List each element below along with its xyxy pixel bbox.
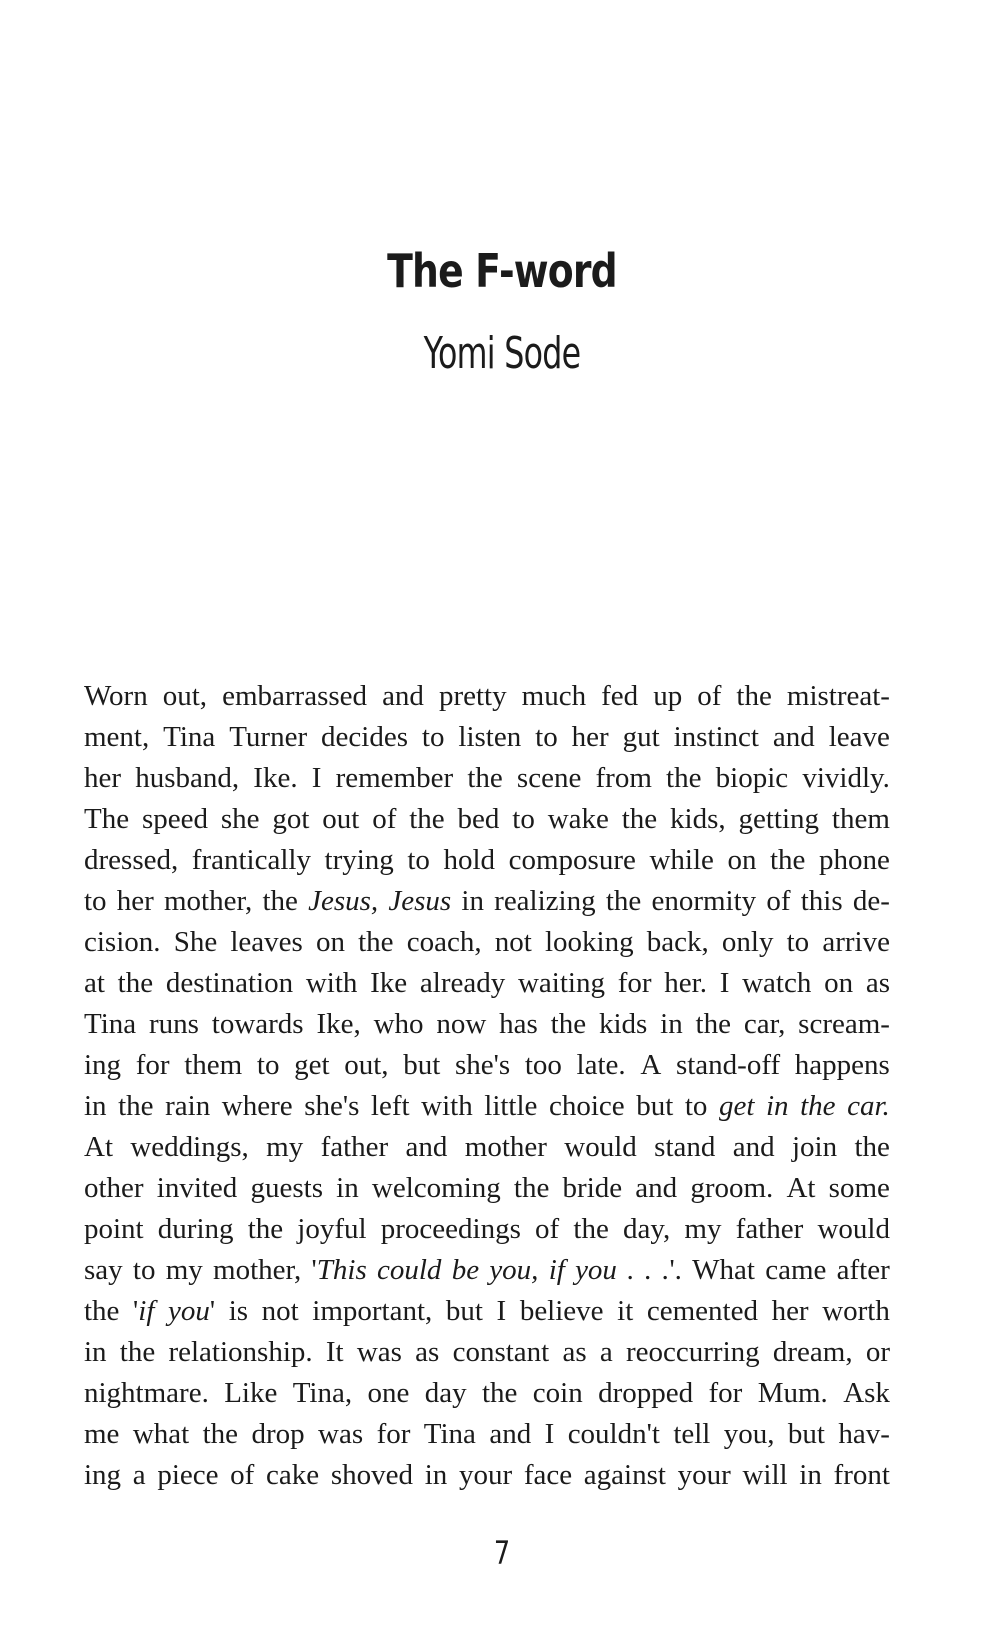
word: I [311, 762, 322, 794]
word: you' [167, 1295, 216, 1327]
word: wake [547, 803, 609, 835]
word: listen [458, 721, 522, 753]
word: a [132, 1459, 146, 1491]
word: leaves [230, 926, 303, 958]
word: the [84, 1295, 120, 1327]
word: embarrassed [222, 680, 368, 712]
word: to [84, 885, 107, 917]
word: father [320, 1131, 389, 1163]
word: the [409, 803, 445, 835]
word: Tina [84, 1008, 137, 1040]
word: and [635, 1172, 678, 1204]
word: choice [549, 1090, 625, 1122]
word: realizing [494, 885, 596, 917]
word: . [644, 1254, 652, 1286]
word: some [828, 1172, 890, 1204]
word: her [771, 1295, 809, 1327]
word: is [228, 1295, 249, 1327]
word: Turner [229, 721, 308, 753]
word: has [499, 1008, 538, 1040]
word: for [376, 1418, 411, 1450]
word: she's [304, 1090, 360, 1122]
word: 'if [133, 1295, 155, 1327]
word: of [697, 680, 722, 712]
word: of [372, 803, 397, 835]
word: face [523, 1459, 573, 1491]
word: drop [251, 1418, 305, 1450]
word: instinct [673, 721, 759, 753]
word: in [84, 1090, 107, 1122]
word: in [799, 1459, 822, 1491]
text-line [84, 1209, 890, 1250]
word: with [421, 1090, 473, 1122]
word: her [571, 721, 609, 753]
word: Jesus, [308, 885, 379, 917]
word: invited [156, 1172, 238, 1204]
word: the [695, 1008, 731, 1040]
text-line [84, 1045, 890, 1086]
word: What [692, 1254, 755, 1286]
word: the [605, 885, 642, 917]
word: dressed, [84, 844, 179, 876]
text-line [84, 963, 890, 1004]
word: coin [532, 1377, 583, 1409]
word: her [84, 762, 122, 794]
word: Ike, [316, 1008, 361, 1040]
word: out [322, 803, 360, 835]
word: front [833, 1459, 890, 1491]
chapter-title: The F-word [387, 244, 617, 298]
word: and [489, 1418, 532, 1450]
word: proceedings [380, 1213, 521, 1245]
word: too [524, 1049, 562, 1081]
word: on [824, 967, 854, 999]
word: would [564, 1131, 637, 1163]
word: nightmare. [84, 1377, 209, 1409]
word: weddings, [130, 1131, 249, 1163]
word: back, [646, 926, 709, 958]
word: was [318, 1418, 364, 1450]
word: out, [162, 680, 208, 712]
word: the [118, 1090, 154, 1122]
word: the [800, 1090, 836, 1122]
word: groom. [690, 1172, 774, 1204]
word: get [294, 1049, 330, 1081]
word: day, [623, 1213, 671, 1245]
word: She [173, 926, 218, 958]
word: watch [742, 967, 812, 999]
word: leave [828, 721, 890, 753]
word: this [800, 885, 843, 917]
word: kids [598, 1008, 648, 1040]
word: or [865, 1336, 890, 1368]
word: day [424, 1377, 467, 1409]
text-line [84, 1127, 890, 1168]
word: for [135, 1049, 170, 1081]
word: dream, [772, 1336, 853, 1368]
word: to [407, 844, 430, 876]
word: rain [165, 1090, 211, 1122]
word: for [617, 967, 652, 999]
word: up [653, 680, 683, 712]
word: decides [321, 721, 408, 753]
word: to [256, 1049, 280, 1081]
word: the [247, 1213, 284, 1245]
word: my [165, 1254, 203, 1286]
word: pretty [438, 680, 507, 712]
word: Ike [370, 967, 408, 999]
word: and [382, 680, 424, 712]
word: relationship. [168, 1336, 313, 1368]
word: the [770, 844, 806, 876]
word: got [272, 803, 310, 835]
word: the [513, 1172, 550, 1204]
word: reoccurring [625, 1336, 760, 1368]
word: worth [822, 1295, 890, 1327]
word: tell [673, 1418, 711, 1450]
word: the [119, 1336, 156, 1368]
word: stand-off [675, 1049, 781, 1081]
text-line [84, 1455, 890, 1496]
word: where [221, 1090, 293, 1122]
word: of [230, 1459, 255, 1491]
word: to [512, 803, 535, 835]
word: ing [84, 1049, 122, 1081]
word: car, [743, 1008, 786, 1040]
word: she [220, 803, 260, 835]
word: bride [562, 1172, 623, 1204]
text-line [84, 799, 890, 840]
word: The [84, 803, 130, 835]
word: phone [819, 844, 890, 876]
word: after [836, 1254, 890, 1286]
word: de- [852, 885, 890, 917]
word: her. [664, 967, 707, 999]
word: the [550, 1008, 587, 1040]
text-line [84, 676, 890, 717]
word: joyful [297, 1213, 367, 1245]
body-text [84, 676, 890, 1496]
word: mistreat- [786, 680, 890, 712]
word: but [636, 1090, 674, 1122]
text-line [84, 1414, 890, 1455]
word: will [742, 1459, 788, 1491]
word: mother, [213, 1254, 302, 1286]
word: join [791, 1131, 838, 1163]
word: be [451, 1254, 480, 1286]
word: cemented [646, 1295, 758, 1327]
text-line [84, 922, 890, 963]
word: other [84, 1172, 144, 1204]
word: but [445, 1295, 483, 1327]
word: in [336, 1172, 359, 1204]
text-line [84, 1373, 890, 1414]
word: the [117, 967, 154, 999]
word: the [621, 803, 658, 835]
word: destination [165, 967, 294, 999]
word: speed [141, 803, 208, 835]
word: as [865, 967, 890, 999]
word: guests [250, 1172, 323, 1204]
word: couldn't [567, 1418, 660, 1450]
word: out, [344, 1049, 389, 1081]
word: . [627, 1254, 635, 1286]
word: father [735, 1213, 804, 1245]
word: me [84, 1418, 120, 1450]
word: to [132, 1254, 156, 1286]
word: Tina [163, 721, 216, 753]
word: Tina, [292, 1377, 353, 1409]
word: hav- [838, 1418, 890, 1450]
word: looking [544, 926, 634, 958]
word: them [831, 803, 890, 835]
word: my [684, 1213, 722, 1245]
word: the [202, 1418, 239, 1450]
word: of [766, 885, 791, 917]
word: from [595, 762, 652, 794]
word: ment, [84, 721, 150, 753]
word: the [262, 885, 298, 917]
word: to [786, 926, 810, 958]
text-line [84, 881, 890, 922]
word: trying [324, 844, 394, 876]
text-line [84, 1168, 890, 1209]
word: at [84, 967, 105, 999]
word: what [132, 1418, 190, 1450]
word: Ike. [253, 762, 298, 794]
word: and [405, 1131, 448, 1163]
word: in [84, 1336, 107, 1368]
word: as [562, 1336, 587, 1368]
word: to [535, 721, 558, 753]
word: car. [847, 1090, 890, 1122]
word: you, [489, 1254, 539, 1286]
word: not [261, 1295, 299, 1327]
word: waiting [517, 967, 605, 999]
word: with [305, 967, 358, 999]
text-line [84, 840, 890, 881]
word: you, [723, 1418, 775, 1450]
word: Worn [84, 680, 148, 712]
word: much [521, 680, 587, 712]
word: on [315, 926, 345, 958]
word: in [424, 1459, 448, 1491]
word: Mum. [757, 1377, 828, 1409]
word: getting [738, 803, 820, 835]
word: piece [157, 1459, 219, 1491]
word: scream- [798, 1008, 890, 1040]
word: on [727, 844, 757, 876]
word: 'This [311, 1254, 367, 1286]
word: in [461, 885, 484, 917]
text-line [84, 758, 890, 799]
page-number: 7 [493, 1534, 511, 1572]
word: as [415, 1336, 440, 1368]
word: vividly. [802, 762, 890, 794]
word: and [772, 721, 815, 753]
word: the [573, 1213, 609, 1245]
word: point [84, 1213, 144, 1245]
word: for [708, 1377, 743, 1409]
word: hold [443, 844, 496, 876]
word: could [377, 1254, 442, 1286]
word: stand [654, 1131, 716, 1163]
word: shoved [330, 1459, 414, 1491]
text-line [84, 1291, 890, 1332]
word: to [421, 721, 445, 753]
word: It [325, 1336, 344, 1368]
chapter-author: Yomi Sode [423, 328, 581, 379]
word: late. [576, 1049, 626, 1081]
text-line [84, 717, 890, 758]
word: your [677, 1459, 731, 1491]
word: At [84, 1131, 113, 1163]
word: ing [84, 1459, 122, 1491]
word: the [736, 680, 772, 712]
word: but [787, 1418, 825, 1450]
word: the [666, 762, 702, 794]
word: constant [452, 1336, 550, 1368]
word: gut [622, 721, 660, 753]
text-line [84, 1086, 890, 1127]
word: runs [148, 1008, 199, 1040]
word: Ask [843, 1377, 890, 1409]
word: it [617, 1295, 634, 1327]
word: one [367, 1377, 410, 1409]
word: who [373, 1008, 424, 1040]
word: would [817, 1213, 890, 1245]
word: but [403, 1049, 441, 1081]
word: the [481, 1377, 518, 1409]
word: mother, [164, 885, 253, 917]
word: cake [266, 1459, 320, 1491]
word: and [732, 1131, 775, 1163]
word: bed [457, 803, 500, 835]
word: scene [516, 762, 582, 794]
word: to [684, 1090, 708, 1122]
word: cision. [84, 926, 161, 958]
word: you [575, 1254, 617, 1286]
word: dropped [598, 1377, 694, 1409]
word: coach, [406, 926, 482, 958]
word: remember [335, 762, 454, 794]
word: .'. [662, 1254, 682, 1286]
word: the [467, 762, 503, 794]
word: Like [224, 1377, 278, 1409]
word: say [84, 1254, 123, 1286]
text-line [84, 1332, 890, 1373]
word: already [419, 967, 506, 999]
word: I [719, 967, 730, 999]
word: against [583, 1459, 666, 1491]
word: during [157, 1213, 234, 1245]
word: she's [454, 1049, 511, 1081]
word: towards [211, 1008, 304, 1040]
word: in [765, 1090, 789, 1122]
word: get [718, 1090, 755, 1122]
word: was [356, 1336, 402, 1368]
word: now [436, 1008, 487, 1040]
word: while [649, 844, 714, 876]
word: believe [519, 1295, 604, 1327]
word: fed [601, 680, 639, 712]
word: Jesus [388, 885, 452, 917]
word: your [458, 1459, 513, 1491]
word: happens [794, 1049, 890, 1081]
word: frantically [191, 844, 311, 876]
word: At [786, 1172, 816, 1204]
word: enormity [651, 885, 757, 917]
word: the [854, 1131, 890, 1163]
word: arrive [822, 926, 890, 958]
text-line [84, 1004, 890, 1045]
word: the [358, 926, 394, 958]
word: left [370, 1090, 410, 1122]
word: A [640, 1049, 662, 1081]
word: only [721, 926, 774, 958]
word: important, [312, 1295, 433, 1327]
word: Tina [423, 1418, 476, 1450]
word: in [660, 1008, 683, 1040]
word: husband, [135, 762, 240, 794]
text-line [84, 1250, 890, 1291]
word: them [184, 1049, 243, 1081]
word: a [599, 1336, 613, 1368]
word: kids, [670, 803, 726, 835]
word: mother [464, 1131, 547, 1163]
word: my [266, 1131, 304, 1163]
word: of [535, 1213, 560, 1245]
word: biopic [715, 762, 789, 794]
word: not [494, 926, 532, 958]
word: composure [508, 844, 636, 876]
word: little [484, 1090, 538, 1122]
word: her [116, 885, 154, 917]
word: I [496, 1295, 507, 1327]
word: came [765, 1254, 827, 1286]
word: I [544, 1418, 555, 1450]
word: if [548, 1254, 565, 1286]
word: welcoming [371, 1172, 501, 1204]
